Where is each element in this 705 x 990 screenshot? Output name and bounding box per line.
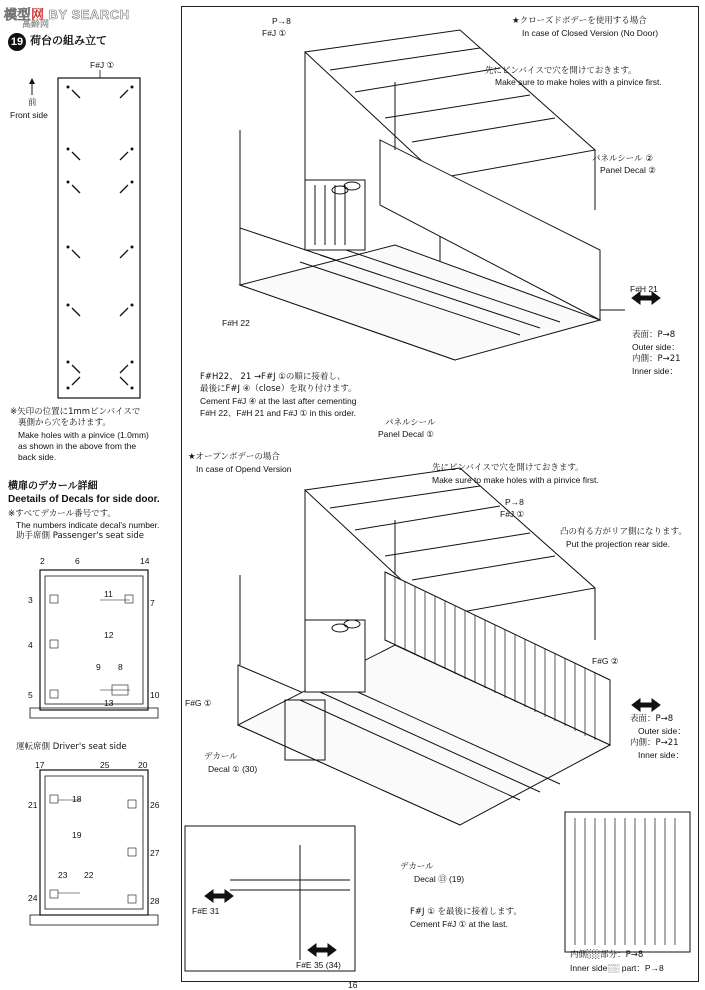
- closed-fj1: F#J ①: [262, 28, 287, 38]
- p-num: 11: [104, 589, 113, 599]
- page-number: 16: [348, 980, 358, 990]
- left-part-label: F#J ①: [90, 60, 115, 70]
- front-jp: 前: [28, 98, 37, 108]
- open-last-en: Cement F#J ① at the last.: [410, 919, 508, 929]
- closed-panel1-jp: パネルシール: [385, 418, 436, 428]
- closed-panel1-en: Panel Decal ①: [378, 429, 434, 439]
- closed-inner-en: Inner side：: [632, 366, 678, 376]
- p-num: 14: [140, 556, 150, 566]
- open-outer-jp: 表面：P→8: [630, 714, 674, 724]
- closed-cement-en-1: Cement F#J ④ at the last after cementing: [200, 396, 357, 406]
- step-number: 19: [8, 33, 26, 51]
- open-holes-jp: 先にピンバイスで穴を開けておきます。: [432, 463, 584, 473]
- step-title: 荷台の組み立て: [30, 34, 107, 47]
- p-num: 7: [150, 598, 155, 608]
- closed-title-en: In case of Closed Version (No Door): [522, 28, 659, 38]
- d-num: 23: [58, 870, 68, 880]
- open-decal30-jp: デカール: [204, 752, 238, 762]
- closed-inner-jp: 内側：P→21: [632, 354, 681, 364]
- open-inner-part-en: Inner side░░ part：P→8: [570, 963, 664, 973]
- closed-title-jp: ★クローズドボデーを使用する場合: [512, 16, 647, 26]
- d-num: 27: [150, 848, 160, 858]
- d-num: 20: [138, 760, 148, 770]
- closed-fh22: F#H 22: [222, 318, 250, 328]
- p-num: 5: [28, 690, 33, 700]
- left-note-jp-1: ※矢印の位置に1mmピンバイスで: [10, 407, 141, 417]
- open-proj-en: Put the projection rear side.: [566, 539, 670, 549]
- d-num: 26: [150, 800, 160, 810]
- d-num: 17: [35, 760, 45, 770]
- d-num: 19: [72, 830, 82, 840]
- open-decal19-jp: デカール: [400, 862, 434, 872]
- decal-title-en: Deetails of Decals for side door.: [8, 494, 160, 505]
- open-fj1: F#J ①: [500, 509, 525, 519]
- open-outer-en: Outer side：: [638, 726, 686, 736]
- open-fe31: F#E 31: [192, 906, 220, 916]
- p-num: 3: [28, 595, 33, 605]
- left-note-en-1: Make holes with a pinvice (1.0mm): [18, 430, 149, 440]
- open-last-jp: F#J ① を最後に接着します。: [410, 907, 522, 917]
- open-inner-en: Inner side：: [638, 750, 684, 760]
- open-fg2: F#G ②: [592, 656, 619, 666]
- left-note-jp-2: 裏側から穴をあけます。: [18, 418, 111, 428]
- d-num: 18: [72, 794, 82, 804]
- driver-label: 運転席側 Driver's seat side: [16, 742, 127, 752]
- watermark-mark: 高龄网: [22, 20, 50, 30]
- p-num: 12: [104, 630, 114, 640]
- closed-panel-jp: パネルシール ②: [592, 154, 653, 164]
- closed-cement-jp-1: F#H22、 21 →F#J ①の順に接着し、: [200, 372, 346, 382]
- p-num: 13: [104, 698, 114, 708]
- open-inner-jp: 内側：P→21: [630, 738, 679, 748]
- d-num: 24: [28, 893, 38, 903]
- left-note-en-3: back side.: [18, 452, 57, 462]
- open-inner-part-jp: 内側░░部分：P→8: [570, 950, 644, 960]
- open-fe35: F#E 35 (34): [296, 960, 341, 970]
- left-note-en-2: as shown in the above from the: [18, 441, 137, 451]
- decal-note-en: The numbers indicate decal's number.: [16, 520, 160, 530]
- closed-outer-jp: 表面：P→8: [632, 330, 676, 340]
- decal-title-jp: 横扉のデカール詳細: [8, 481, 98, 492]
- open-decal19-en: Decal ⑬ (19): [414, 874, 465, 884]
- closed-holes-jp: 先にピンバイスで穴を開けておきます。: [485, 66, 637, 76]
- d-num: 21: [28, 800, 38, 810]
- closed-cement-jp-2: 最後にF#J ④（close）を取り付けます。: [200, 384, 357, 394]
- closed-p8: P→8: [272, 16, 291, 26]
- open-title-en: In case of Opend Version: [196, 464, 292, 474]
- passenger-label: 助手席側 Passenger's seat side: [16, 531, 145, 541]
- decal-note-jp: ※すべてデカール番号です。: [8, 509, 116, 519]
- open-proj-jp: 凸の有る方がリア側になります。: [560, 527, 687, 537]
- open-holes-en: Make sure to make holes with a pinvice first.: [432, 475, 599, 485]
- open-p8: P→8: [505, 497, 524, 507]
- open-decal30-en: Decal ① (30): [208, 764, 258, 774]
- front-en: Front side: [10, 110, 48, 120]
- watermark: 模型网 BY SEARCH: [4, 7, 130, 22]
- p-num: 2: [40, 556, 45, 566]
- open-fg1: F#G ①: [185, 698, 212, 708]
- p-num: 6: [75, 556, 80, 566]
- d-num: 25: [100, 760, 110, 770]
- closed-panel-en: Panel Decal ②: [600, 165, 656, 175]
- p-num: 10: [150, 690, 160, 700]
- p-num: 8: [118, 662, 123, 672]
- p-num: 9: [96, 662, 101, 672]
- closed-holes-en: Make sure to make holes with a pinvice first.: [495, 77, 662, 87]
- open-title-jp: ★オープンボデーの場合: [188, 452, 280, 462]
- d-num: 22: [84, 870, 94, 880]
- d-num: 28: [150, 896, 160, 906]
- closed-fh21: F#H 21: [630, 284, 658, 294]
- closed-cement-en-2: F#H 22、F#H 21 and F#J ① in this order.: [200, 408, 356, 418]
- p-num: 4: [28, 640, 33, 650]
- closed-outer-en: Outer side：: [632, 342, 680, 352]
